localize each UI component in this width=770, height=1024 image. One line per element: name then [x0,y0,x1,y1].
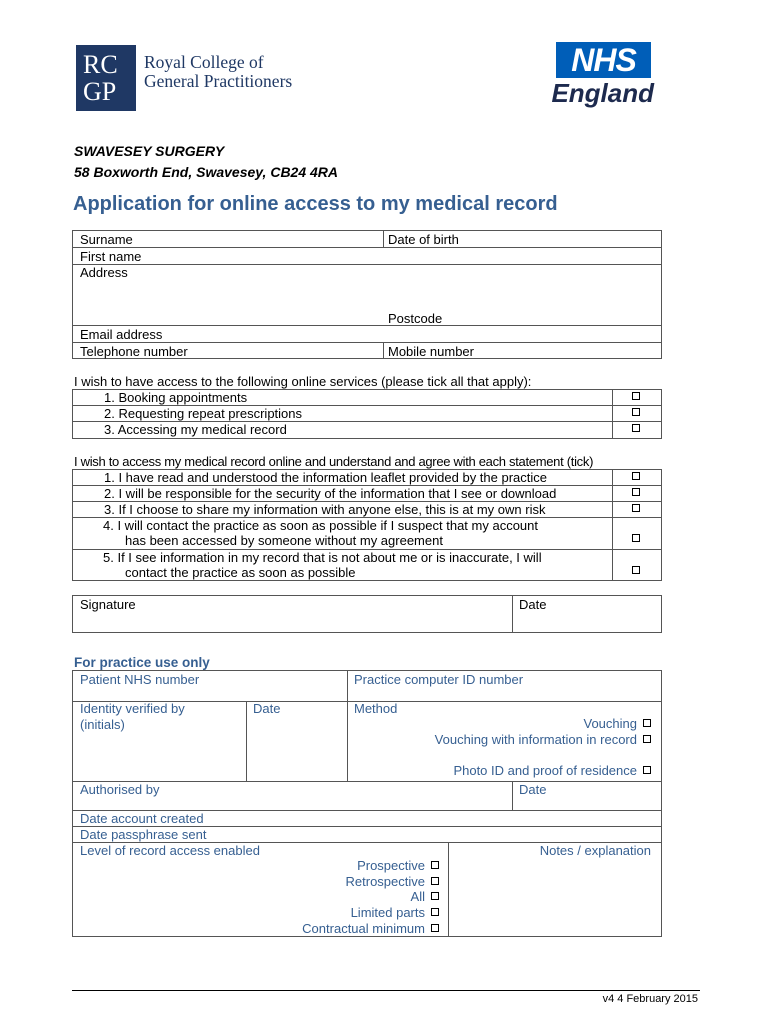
statement-item: 3. If I choose to share my information with anyone else, this is at my own risk [104,502,546,517]
level-checkbox[interactable] [431,877,439,885]
level-option: Limited parts [350,905,425,920]
authorised-date-field[interactable]: Date [519,782,547,797]
access-level-label: Level of record access enabled [80,843,260,858]
identity-date-label: Date [253,701,281,716]
divider [512,595,513,633]
email-field[interactable]: Email address [80,327,163,342]
service-item: 1. Booking appointments [104,390,248,405]
level-option: Contractual minimum [302,921,425,936]
service-checkbox[interactable] [632,408,640,416]
statement-checkbox[interactable] [632,488,640,496]
passphrase-field[interactable]: Date passphrase sent [80,827,207,842]
rcgp-mark-line2: GP [83,77,117,106]
statement-checkbox[interactable] [632,534,640,542]
divider [246,701,247,781]
statement-checkbox[interactable] [632,566,640,574]
mobile-field[interactable]: Mobile number [388,344,474,359]
divider [347,670,348,781]
first-name-field[interactable]: First name [80,249,142,264]
practice-heading: For practice use only [74,655,210,670]
telephone-field[interactable]: Telephone number [80,344,188,359]
surname-field[interactable]: Surname [80,232,133,247]
rcgp-logo-mark [76,45,136,111]
statement-item: has been accessed by someone without my agreement [125,533,443,548]
divider [612,389,613,439]
account-created-field[interactable]: Date account created [80,811,204,826]
service-checkbox[interactable] [632,392,640,400]
level-option: All [410,889,425,904]
service-item: 3. Accessing my medical record [104,422,287,437]
divider [448,842,449,937]
signature-table-border [72,595,662,633]
postcode-field[interactable]: Postcode [388,311,443,326]
level-checkbox[interactable] [431,908,439,916]
nhs-logo-england: England [551,78,654,108]
patient-nhs-field[interactable]: Patient NHS number [80,672,200,687]
surgery-name: SWAVESEY SURGERY [74,143,225,159]
rcgp-name-line2: General Practitioners [144,71,293,91]
nhs-logo-box: NHS [556,42,651,78]
vouching-info-checkbox[interactable] [643,735,651,743]
divider [72,781,662,782]
divider [72,325,662,326]
footer-version: v4 4 February 2015 [602,993,698,1005]
authorised-by-field[interactable]: Authorised by [80,782,160,797]
surgery-address: 58 Boxworth End, Swavesey, CB24 4RA [74,164,339,180]
statement-item: 1. I have read and understood the information leaflet provided by the practice [104,470,548,485]
level-checkbox[interactable] [431,892,439,900]
vouching-label: Vouching [583,716,637,731]
statement-checkbox[interactable] [632,504,640,512]
identity-label: Identity verified by [80,701,185,716]
dob-field[interactable]: Date of birth [388,232,459,247]
statement-checkbox[interactable] [632,472,640,480]
divider [512,781,513,810]
statement-item: 2. I will be responsible for the security of the information that I see or download [104,486,557,501]
divider [72,264,662,265]
rcgp-name [144,53,344,91]
divider [72,342,662,343]
level-option: Retrospective [345,874,425,889]
service-item: 2. Requesting repeat prescriptions [104,406,303,421]
page-title: Application for online access to my medical record [73,193,558,215]
footer-rule [72,990,700,991]
statements-intro: I wish to access my medical record online and understand and agree with each statement (tick) [74,454,594,469]
statement-item: contact the practice as soon as possible [125,565,356,580]
rcgp-mark-line1: RC [83,50,118,79]
photo-id-checkbox[interactable] [643,766,651,774]
level-checkbox[interactable] [431,861,439,869]
vouching-info-label: Vouching with information in record [434,732,637,747]
vouching-checkbox[interactable] [643,719,651,727]
signature-field[interactable]: Signature [80,597,136,612]
photo-id-label: Photo ID and proof of residence [453,763,637,778]
services-intro: I wish to have access to the following online services (please tick all that apply): [74,374,532,389]
signature-date-field[interactable]: Date [519,597,547,612]
rcgp-name-line1: Royal College of [144,52,264,72]
statement-item: 4. I will contact the practice as soon as possible if I suspect that my account [103,518,538,533]
level-option: Prospective [357,858,425,873]
computer-id-field[interactable]: Practice computer ID number [354,672,524,687]
initials-label: (initials) [80,717,125,732]
address-field[interactable]: Address [80,265,128,280]
divider [612,469,613,581]
divider [72,247,662,248]
service-checkbox[interactable] [632,424,640,432]
notes-label: Notes / explanation [539,843,651,858]
divider [383,342,384,359]
method-label: Method [354,701,398,716]
statement-item: 5. If I see information in my record that is not about me or is inaccurate, I will [103,550,542,565]
level-checkbox[interactable] [431,924,439,932]
divider [383,230,384,247]
